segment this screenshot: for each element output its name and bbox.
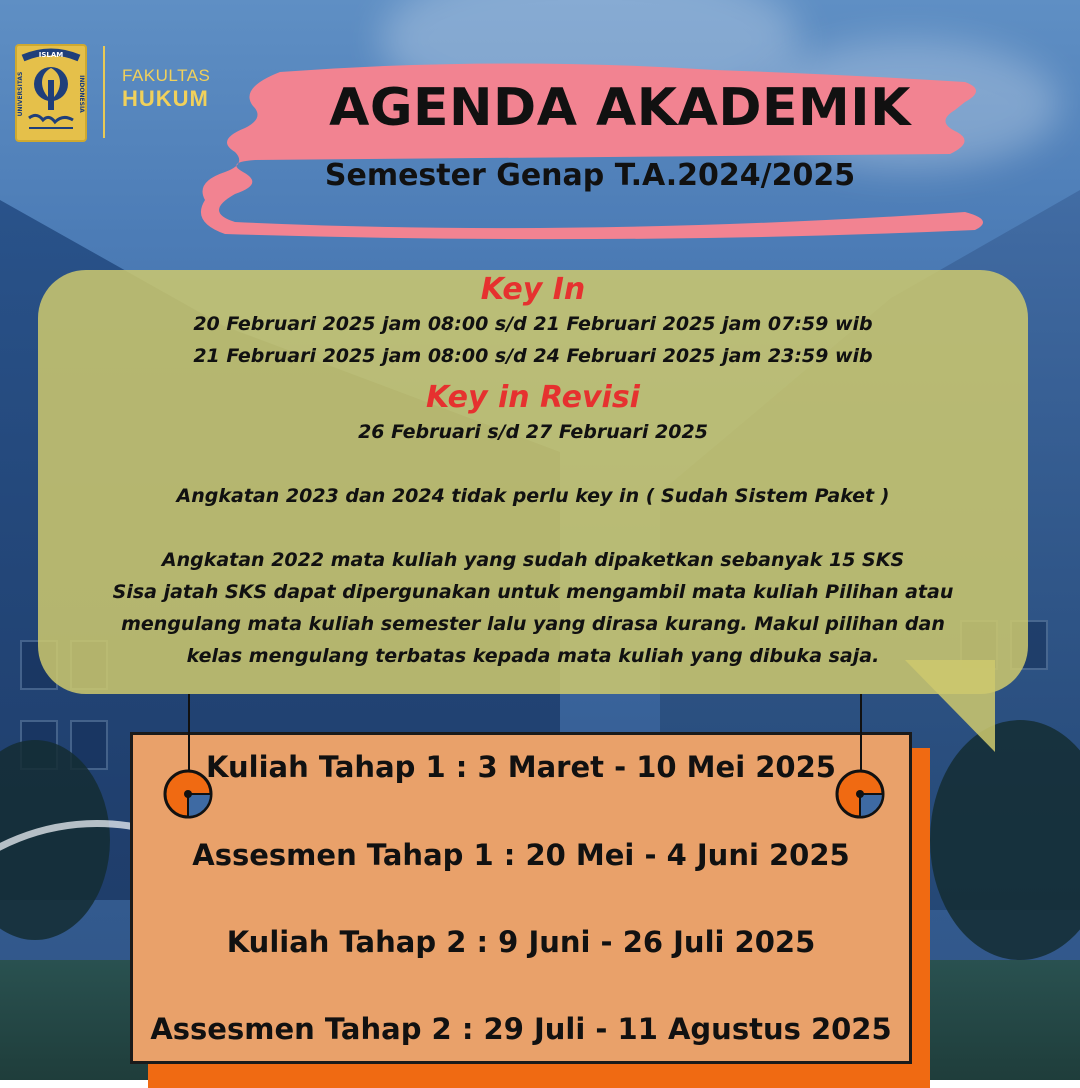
info-bubble-content: [38, 270, 1028, 672]
page-title: AGENDA AKADEMIK: [329, 78, 911, 138]
angkatan-2023-2024-note: Angkatan 2023 dan 2024 tidak perlu key in ( Sudah Sistem Paket ): [176, 485, 890, 507]
seal-top-text: ISLAM: [38, 51, 64, 59]
seal-left-text: UNIVERSITAS: [17, 71, 24, 117]
key-in-line-1: 20 Februari 2025 jam 08:00 s/d 21 Februari 2025 jam 07:59 wib: [193, 313, 873, 335]
key-in-revisi-heading: Key in Revisi: [426, 380, 640, 415]
faculty-line1: FAKULTAS: [122, 66, 211, 85]
angkatan-2022-line-1: Angkatan 2022 mata kuliah yang sudah dipaketkan sebanyak 15 SKS: [161, 549, 905, 571]
schedule-item: Kuliah Tahap 1 : 3 Maret - 10 Mei 2025: [206, 750, 836, 784]
key-in-heading: Key In: [480, 272, 586, 307]
page-subtitle: Semester Genap T.A.2024/2025: [324, 158, 856, 193]
schedule-item: Assesmen Tahap 2 : 29 Juli - 11 Agustus 2025: [150, 1012, 892, 1046]
schedule-item: Kuliah Tahap 2 : 9 Juni - 26 Juli 2025: [226, 925, 816, 959]
seal-right-text: INDONESIA: [78, 75, 85, 113]
key-in-line-2: 21 Februari 2025 jam 08:00 s/d 24 Februari 2025 jam 23:59 wib: [193, 345, 873, 367]
logo-divider: [103, 46, 105, 138]
angkatan-2022-line-2: Sisa jatah SKS dapat dipergunakan untuk mengambil mata kuliah Pilihan atau: [112, 581, 954, 603]
schedule-item: Assesmen Tahap 1 : 20 Mei - 4 Juni 2025: [192, 838, 850, 872]
key-in-revisi-line: 26 Februari s/d 27 Februari 2025: [358, 421, 708, 443]
faculty-line2: HUKUM: [122, 85, 209, 111]
angkatan-2022-line-3: mengulang mata kuliah semester lalu yang dirasa kurang. Makul pilihan dan: [121, 613, 945, 635]
university-seal-logo: [15, 44, 87, 142]
angkatan-2022-line-4: kelas mengulang terbatas kepada mata kuliah yang dibuka saja.: [186, 645, 880, 667]
